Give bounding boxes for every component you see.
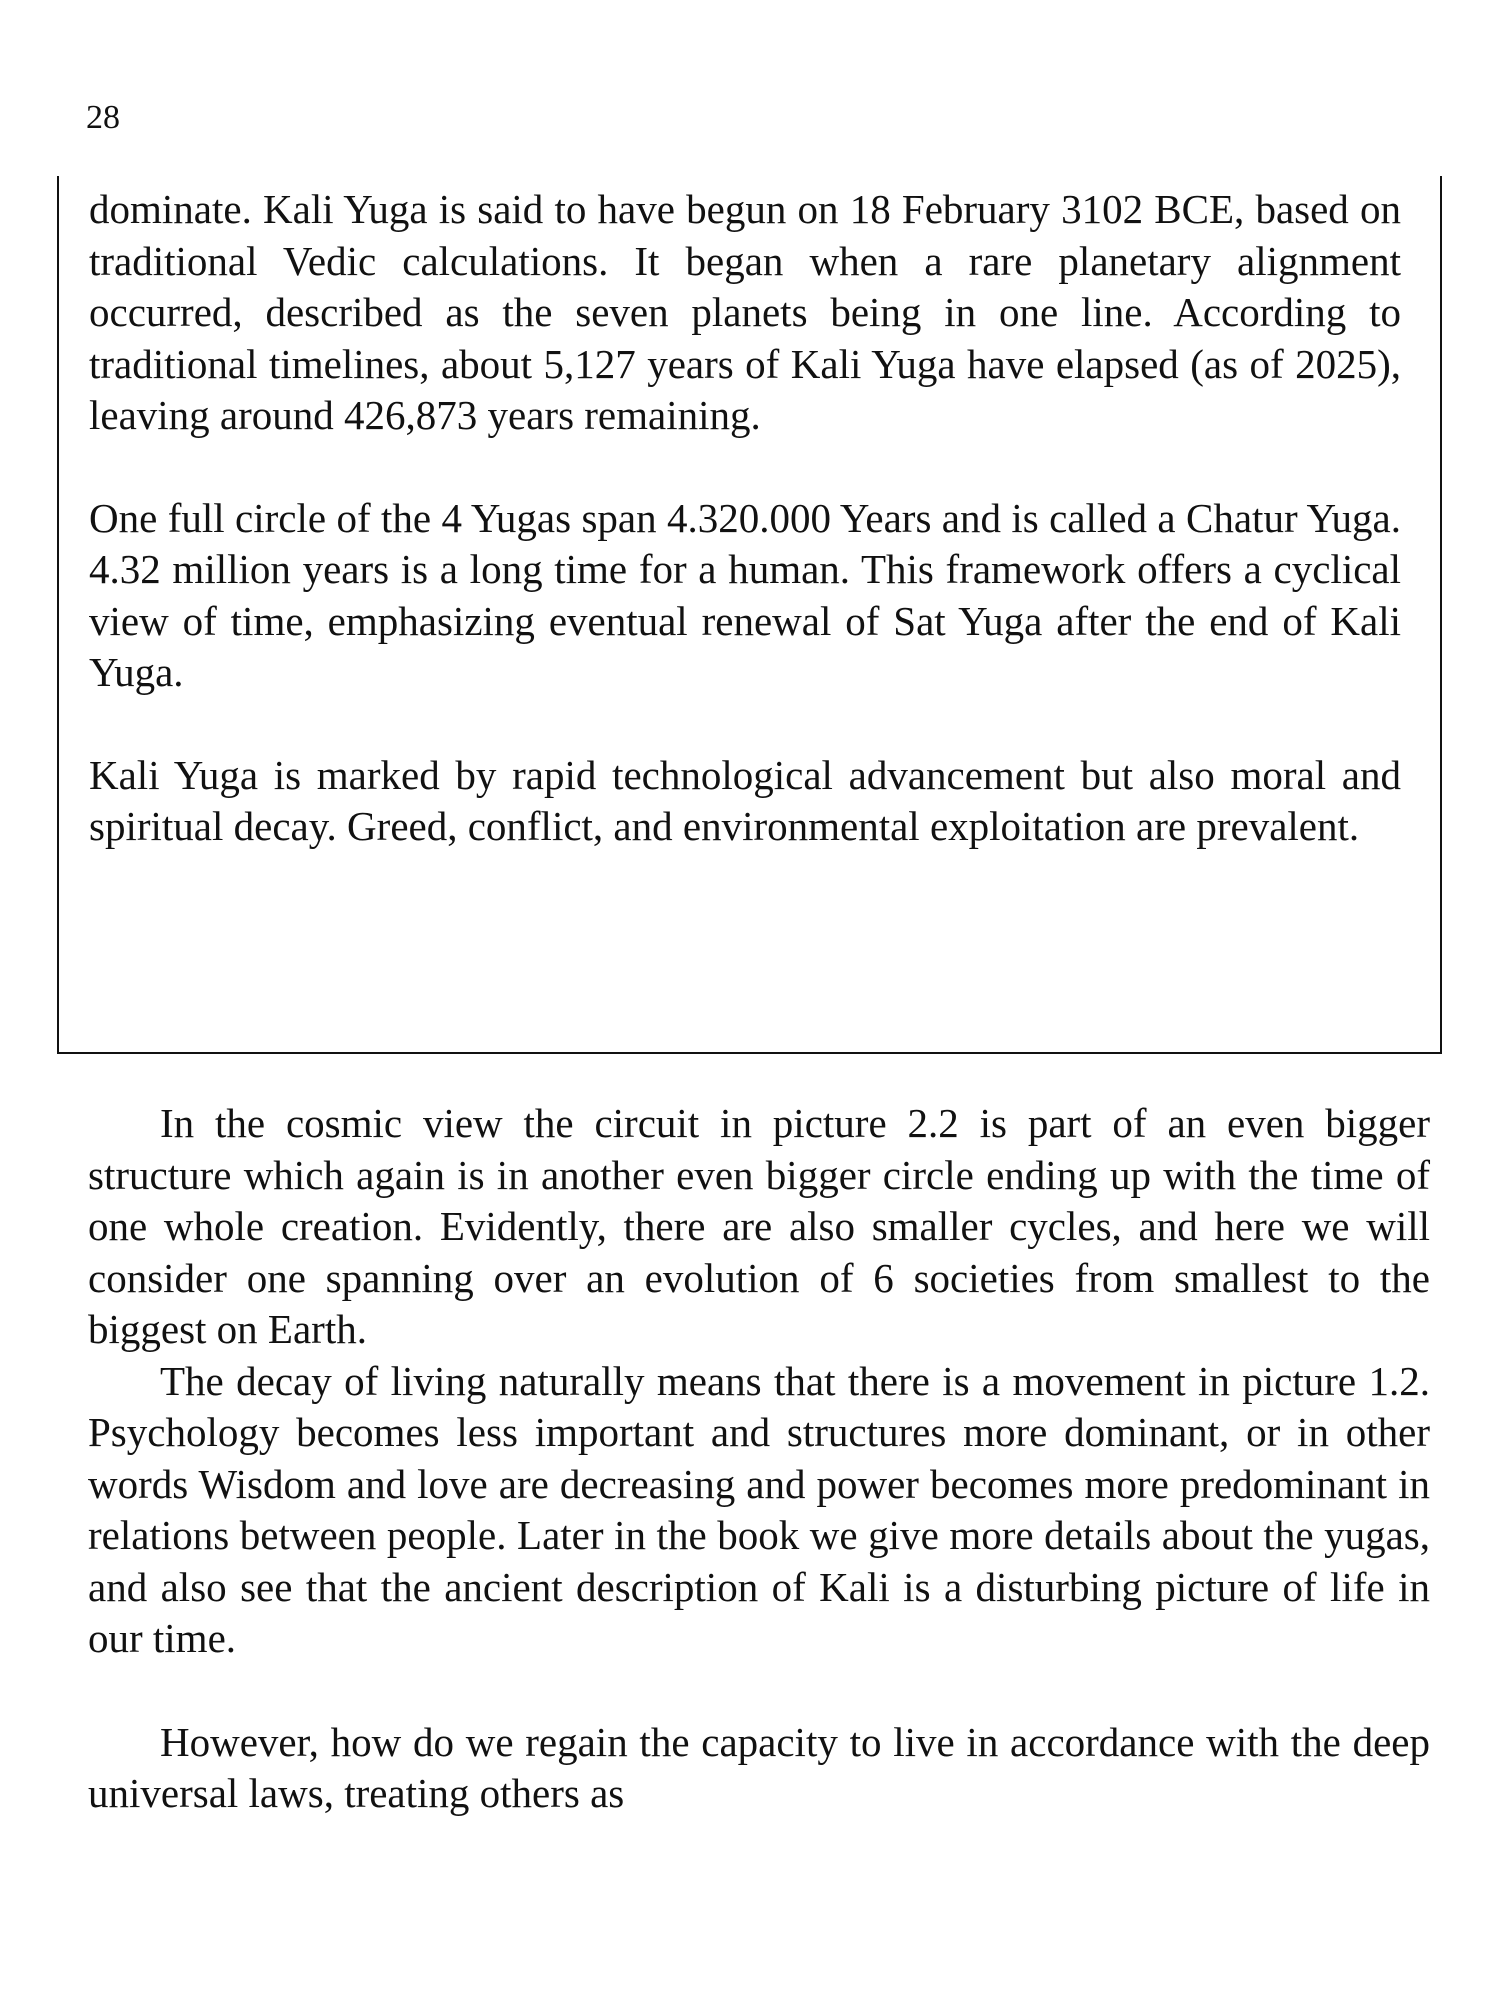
body-paragraph-cosmic-view: In the cosmic view the circuit in picture 2.2 is part of an even bigger structure which again is in another even bigger circle ending up with the time of one whole creation. Evidently, there are also smaller cycles, and here we will consider one spanning over an evolution of 6 societies from smallest to the biggest on Earth. [88, 1100, 1430, 1352]
body-paragraph-regain-capacity: However, how do we regain the capacity to live in accordance with the deep universal laws, treating others as [88, 1718, 1430, 1816]
page-number: 28 [86, 99, 120, 136]
boxed-text-section [57, 176, 1442, 1054]
body-paragraph-decay-of-living: The decay of living naturally means that there is a movement in picture 1.2. Psychology becomes less important and structures more dominant, or in other words Wisdom and love are decreasing and power becomes more predominant in relations between people. Later in the book we give more details about the yugas, and also see that the ancient description of Kali is a disturbing picture of life in our time. [88, 1357, 1430, 1661]
boxed-text-content [89, 184, 1401, 853]
box-paragraph-kali-yuga-start: dominate. Kali Yuga is said to have begun on 18 February 3102 BCE, based on traditional Vedic calculations. It began when a rare planetary alignment occurred, described as the seven planets being in one line. According to traditional timelines, about 5,127 years of Kali Yuga have elapsed (as of 2025), leaving around 426,873 years remaining. [89, 186, 1401, 438]
body-text [88, 1098, 1430, 1820]
box-paragraph-chatur-yuga: One full circle of the 4 Yugas span 4.320.000 Years and is called a Chatur Yuga. 4.32 million years is a long time for a human. This framework offers a cyclical view of time, emphasizing eventual renewal of Sat Yuga after the end of Kali Yuga. [89, 494, 1401, 695]
box-paragraph-kali-yuga-traits: Kali Yuga is marked by rapid technological advancement but also moral and spiritual decay. Greed, conflict, and environmental exploitation are prevalent. [89, 751, 1401, 849]
